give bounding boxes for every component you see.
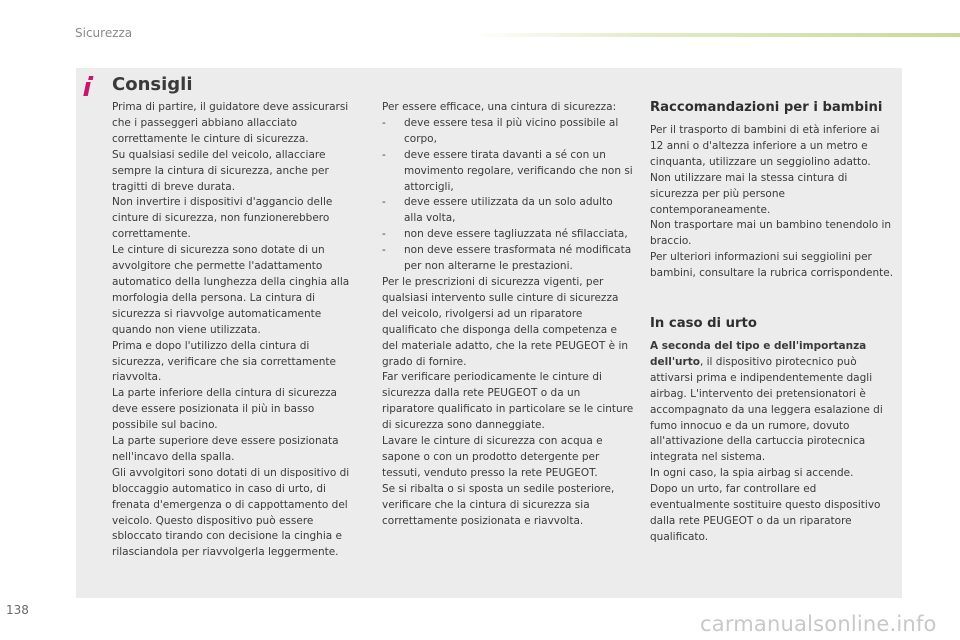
- paragraph: La parte inferiore della cintura di sicurezza deve essere posizionata il più in basso possibile sul bacino.: [112, 387, 337, 432]
- column-general-advice: [112, 100, 362, 561]
- bold-lead: A seconda del tipo e dell'importanza dell'urto: [650, 340, 867, 368]
- paragraph: Prima di partire, il guidatore deve assicurarsi che i passeggeri abbiano allacciato correttamente le cinture di sicurezza.: [112, 101, 349, 145]
- paragraph: Far verificare periodicamente le cinture di sicurezza dalla rete PEUGEOT o da un riparatore qualificato in particolare se le cinture di sicurezza sono danneggiate.: [382, 371, 634, 432]
- intro-text: Per essere efficace, una cintura di sicurezza:: [382, 101, 617, 113]
- paragraph: Per le prescrizioni di sicurezza vigenti, per qualsiasi intervento sulle cinture di sicurezza del veicolo, rivolgersi ad un riparatore qualificato che disponga della competenza e del materiale adatto, che la rete PEUGEOT è in grado di fornire.: [382, 275, 629, 368]
- children-heading: Raccomandazioni per i bambini: [650, 100, 883, 115]
- list-item: - non deve essere tagliuzzata né sfilacciata,: [382, 228, 628, 241]
- paragraph: Per ulteriori informazioni sui seggiolini per bambini, consultare la rubrica corrispondente.: [650, 251, 894, 280]
- list-item: - deve essere utilizzata da un solo adulto alla volta,: [382, 196, 613, 225]
- paragraph: La parte superiore deve essere posizionata nell'incavo della spalla.: [112, 435, 339, 463]
- impact-heading: In caso di urto: [650, 316, 757, 331]
- list-item: - non deve essere trasformata né modificata per non alterarne le prestazioni.: [382, 244, 632, 273]
- info-icon: [82, 76, 100, 96]
- column-children: [650, 123, 895, 282]
- section-title: Sicurezza: [75, 26, 133, 40]
- column-impact: [650, 339, 895, 546]
- paragraph: Se si ribalta o si sposta un sedile posteriore, verificare che la cintura di sicurezza sia correttamente posizionata e riavvolta.: [382, 482, 615, 527]
- paragraph: Prima e dopo l'utilizzo della cintura di sicurezza, verificare che sia correttamente riavvolta.: [112, 339, 336, 384]
- paragraph: Non invertire i dispositivi d'aggancio delle cinture di sicurezza, non funzionerebbero correttamente.: [112, 196, 333, 241]
- paragraph: Non trasportare mai un bambino tenendolo in braccio.: [650, 219, 892, 248]
- list-item: - deve essere tesa il più vicino possibile al corpo,: [382, 116, 619, 145]
- paragraph: [650, 339, 895, 466]
- paragraph: In ogni caso, la spia airbag si accende.: [650, 467, 854, 480]
- watermark: carmanualsonline.info: [700, 612, 937, 636]
- panel-title: Consigli: [112, 74, 193, 95]
- lead-rest: , il dispositivo pirotecnico può attivarsi prima e indipendentemente dagli airbag. L'intervento dei pretensionatori è accompagnato da una leggera esalazione di fumo innocuo e da un rumore, dovuto all'attivazione della cartuccia pirotecnica integrata nel sistema.: [650, 355, 883, 464]
- header-rule: [470, 33, 960, 37]
- list-item: - deve essere tirata davanti a sé con un movimento regolare, verificando che non si attorcigli,: [382, 148, 633, 193]
- paragraph: Per il trasporto di bambini di età inferiore ai 12 anni o d'altezza inferiore a un metro e cinquanta, utilizzare un seggiolino adatto.: [650, 124, 880, 168]
- page-number: 138: [6, 603, 29, 617]
- paragraph: Gli avvolgitori sono dotati di un dispositivo di bloccaggio automatico in caso di urto, di frenata d'emergenza o di cappottamento del veicolo. Questo dispositivo può essere sbloccato tirando con decisione la cinghia e rilasciandola per riavvolgerla leggermente.: [112, 466, 350, 559]
- paragraph: Su qualsiasi sedile del veicolo, allacciare sempre la cintura di sicurezza, anche per tragitti di breve durata.: [112, 148, 329, 193]
- paragraph: Non utilizzare mai la stessa cintura di sicurezza per più persone contemporaneamente.: [650, 171, 848, 216]
- paragraph: Dopo un urto, far controllare ed eventualmente sostituire questo dispositivo dalla rete PEUGEOT o da un riparatore qualificato.: [650, 483, 881, 543]
- column-belt-efficiency: [382, 100, 634, 529]
- paragraph: Lavare le cinture di sicurezza con acqua e sapone o con un prodotto detergente per tessuti, venduto presso la rete PEUGEOT.: [382, 435, 603, 479]
- paragraph: Le cinture di sicurezza sono dotate di un avvolgitore che permette l'adattamento automatico della lunghezza della cinghia alla morfologia della persona. La cintura di sicurezza si riavvolge automaticamente quando non viene utilizzata.: [112, 244, 350, 336]
